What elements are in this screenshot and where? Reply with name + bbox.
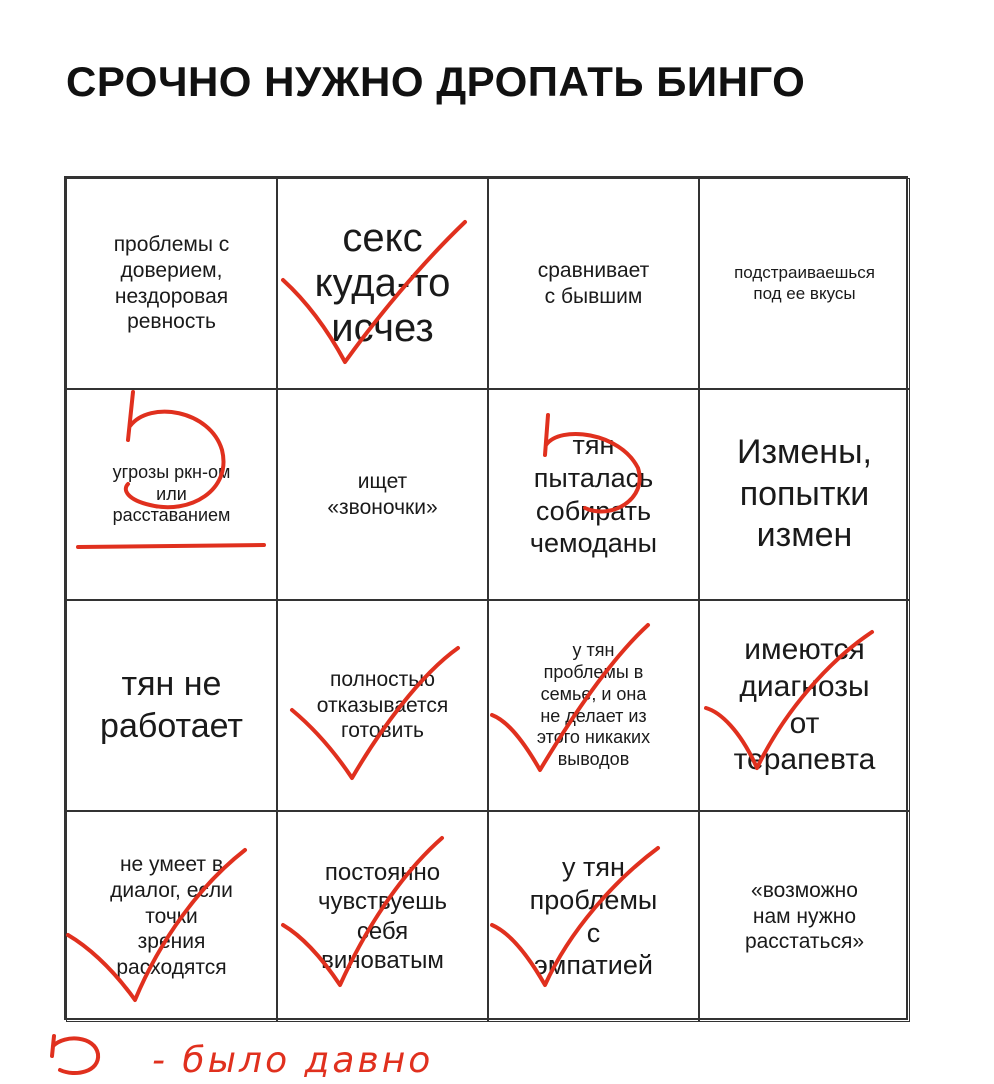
bingo-cell-threats[interactable] — [66, 389, 277, 600]
page-title: СРОЧНО НУЖНО ДРОПАТЬ БИНГО — [66, 58, 806, 105]
bingo-cell-family-problems[interactable] — [488, 600, 699, 811]
bingo-cell-sex-gone[interactable] — [277, 178, 488, 389]
bingo-cell-empathy[interactable] — [488, 811, 699, 1022]
bingo-cell-looking-for-bells[interactable] — [277, 389, 488, 600]
bingo-cell-compares-ex[interactable] — [488, 178, 699, 389]
bingo-cell-not-working[interactable] — [66, 600, 277, 811]
bingo-grid — [64, 176, 908, 1020]
cell-text: подстраиваешься под ее вкусы — [734, 262, 875, 303]
cell-text: секс куда-то исчез — [314, 216, 451, 350]
cell-text: не умеет в диалог, если точки зрения расходятся — [110, 853, 233, 979]
cell-text: тян не работает — [100, 665, 243, 745]
cell-text: у тян проблемы с эмпатией — [529, 851, 658, 981]
legend — [40, 1022, 560, 1082]
bingo-cell-adapting-tastes[interactable] — [699, 178, 910, 389]
cell-text: тян пыталась собирать чемоданы — [529, 429, 658, 559]
bingo-cell-packing-bags[interactable] — [488, 389, 699, 600]
cell-text: полностью отказывается готовить — [316, 668, 449, 743]
bingo-cell-diagnoses[interactable] — [699, 600, 910, 811]
legend-text: - было давно — [152, 1040, 434, 1081]
cell-text: проблемы с доверием, нездоровая ревность — [113, 233, 230, 334]
bingo-cell-cheating[interactable] — [699, 389, 910, 600]
cell-text: «возможно нам нужно расстаться» — [744, 879, 865, 954]
bingo-cell-no-dialogue[interactable] — [66, 811, 277, 1022]
bingo-cell-maybe-break-up[interactable] — [699, 811, 910, 1022]
bingo-cell-feel-guilty[interactable] — [277, 811, 488, 1022]
cell-text: ищет «звоночки» — [327, 469, 438, 519]
bingo-cell-refuses-cooking[interactable] — [277, 600, 488, 811]
cell-text: имеются диагнозы от терапевта — [733, 633, 876, 777]
cell-text: сравнивает с бывшим — [537, 258, 650, 308]
long-ago-mark-icon — [40, 1022, 150, 1082]
cell-text: Измены, попытки измен — [737, 433, 872, 555]
cell-text: угрозы ркн-ом или расставанием — [112, 461, 231, 526]
bingo-cell-trust-issues[interactable] — [66, 178, 277, 389]
cell-text: постоянно чувствуешь себя виноватым — [317, 858, 448, 974]
cell-text: у тян проблемы в семье, и она не делает из этого никаких выводов — [536, 639, 651, 770]
